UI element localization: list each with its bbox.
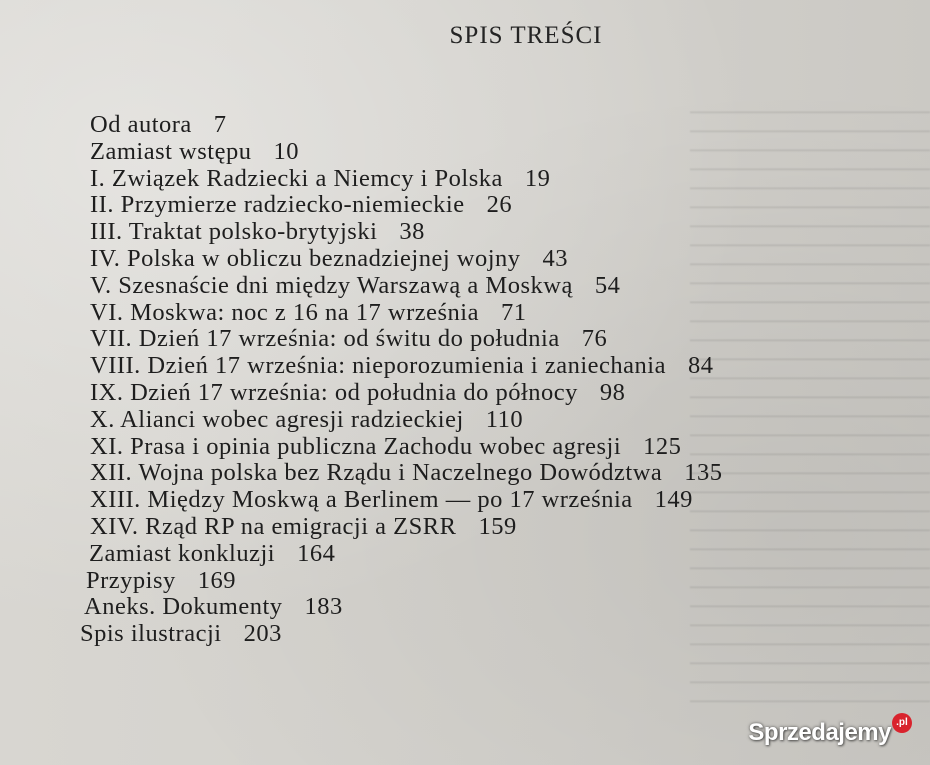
toc-entry bbox=[90, 326, 723, 353]
toc-entry bbox=[90, 460, 723, 487]
toc-entry bbox=[90, 487, 723, 514]
toc-entry-page: 38 bbox=[399, 218, 425, 246]
toc-entry-label: I. Związek Radziecki a Niemcy i Polska bbox=[90, 164, 503, 192]
toc-entry-label: XIV. Rząd RP na emigracji a ZSRR bbox=[90, 512, 457, 540]
toc-entry bbox=[84, 594, 717, 621]
toc-entry-label: Zamiast konkluzji bbox=[89, 539, 276, 567]
toc-entry-label: VIII. Dzień 17 września: nieporozumienia i zaniechania bbox=[90, 352, 666, 380]
watermark-text: Sprzedajemy bbox=[748, 719, 891, 746]
toc-entry-page: 135 bbox=[684, 459, 723, 487]
toc-entry-page: 164 bbox=[297, 539, 336, 567]
toc-entry-page: 7 bbox=[213, 111, 227, 138]
toc-entry-page: 43 bbox=[542, 244, 569, 272]
toc-entry-page: 71 bbox=[500, 298, 527, 326]
toc-entry-page: 10 bbox=[273, 137, 299, 165]
toc-entry-label: Od autora bbox=[90, 111, 192, 138]
toc-entry-label: XI. Prasa i opinia publiczna Zachodu wobec agresji bbox=[90, 432, 622, 460]
toc-entry-page: 125 bbox=[643, 432, 682, 460]
toc-entry-label: III. Traktat polsko-brytyjski bbox=[90, 218, 378, 246]
toc-entry bbox=[90, 166, 723, 193]
toc-entry-label: Spis ilustracji bbox=[80, 620, 222, 648]
toc-entry-label: X. Alianci wobec agresji radzieckiej bbox=[90, 405, 464, 433]
toc-entry bbox=[90, 139, 723, 166]
toc-entry-page: 159 bbox=[478, 512, 517, 540]
toc-entry-page: 98 bbox=[599, 378, 626, 406]
toc-entry-label: IX. Dzień 17 września: od południa do północy bbox=[90, 378, 578, 406]
toc-entry-page: 183 bbox=[304, 593, 343, 621]
toc-entry-page: 169 bbox=[197, 566, 236, 594]
toc-entry bbox=[90, 380, 723, 407]
toc-entry bbox=[89, 541, 722, 568]
toc-entry-label: IV. Polska w obliczu beznadziejnej wojny bbox=[90, 244, 521, 272]
toc-entry-label: XIII. Między Moskwą a Berlinem — po 17 września bbox=[90, 486, 633, 514]
toc-entry bbox=[90, 407, 723, 434]
toc-entry-page: 76 bbox=[581, 325, 608, 353]
toc-entry-label: Przypisy bbox=[86, 566, 176, 594]
toc-entry-page: 203 bbox=[243, 620, 282, 648]
toc-entry-page: 26 bbox=[486, 191, 513, 219]
toc-entry bbox=[80, 621, 713, 648]
toc-entry bbox=[90, 219, 723, 246]
toc-entry-page: 149 bbox=[654, 486, 693, 514]
toc-entry bbox=[90, 514, 723, 541]
toc-entry-page: 84 bbox=[687, 352, 714, 380]
toc-entry-page: 110 bbox=[485, 405, 524, 433]
toc-entry bbox=[90, 434, 723, 461]
bleed-through-text bbox=[687, 95, 930, 715]
toc-entry bbox=[90, 300, 723, 327]
toc-entry bbox=[86, 568, 719, 595]
toc-entry bbox=[90, 112, 723, 139]
toc-entry-label: V. Szesnaście dni między Warszawą a Moskwą bbox=[90, 271, 573, 299]
toc-entry bbox=[90, 353, 723, 380]
page-title: SPIS TREŚCI bbox=[449, 22, 603, 49]
toc-entry-label: II. Przymierze radziecko-niemieckie bbox=[90, 191, 465, 219]
toc-entry-page: 54 bbox=[594, 271, 621, 299]
toc-entry-label: VII. Dzień 17 września: od świtu do południa bbox=[90, 325, 560, 353]
table-of-contents bbox=[80, 111, 723, 648]
toc-entry bbox=[90, 246, 723, 273]
watermark-logo bbox=[748, 719, 912, 747]
toc-entry-label: Aneks. Dokumenty bbox=[84, 593, 283, 621]
toc-entry bbox=[90, 273, 723, 300]
toc-entry bbox=[90, 192, 723, 219]
toc-entry-page: 19 bbox=[524, 164, 551, 192]
toc-entry-label: VI. Moskwa: noc z 16 na 17 września bbox=[90, 298, 479, 326]
toc-entry-label: Zamiast wstępu bbox=[90, 137, 252, 165]
toc-entry-label: XII. Wojna polska bez Rządu i Naczelnego Dowództwa bbox=[90, 459, 663, 487]
watermark-badge: .pl bbox=[892, 713, 912, 733]
